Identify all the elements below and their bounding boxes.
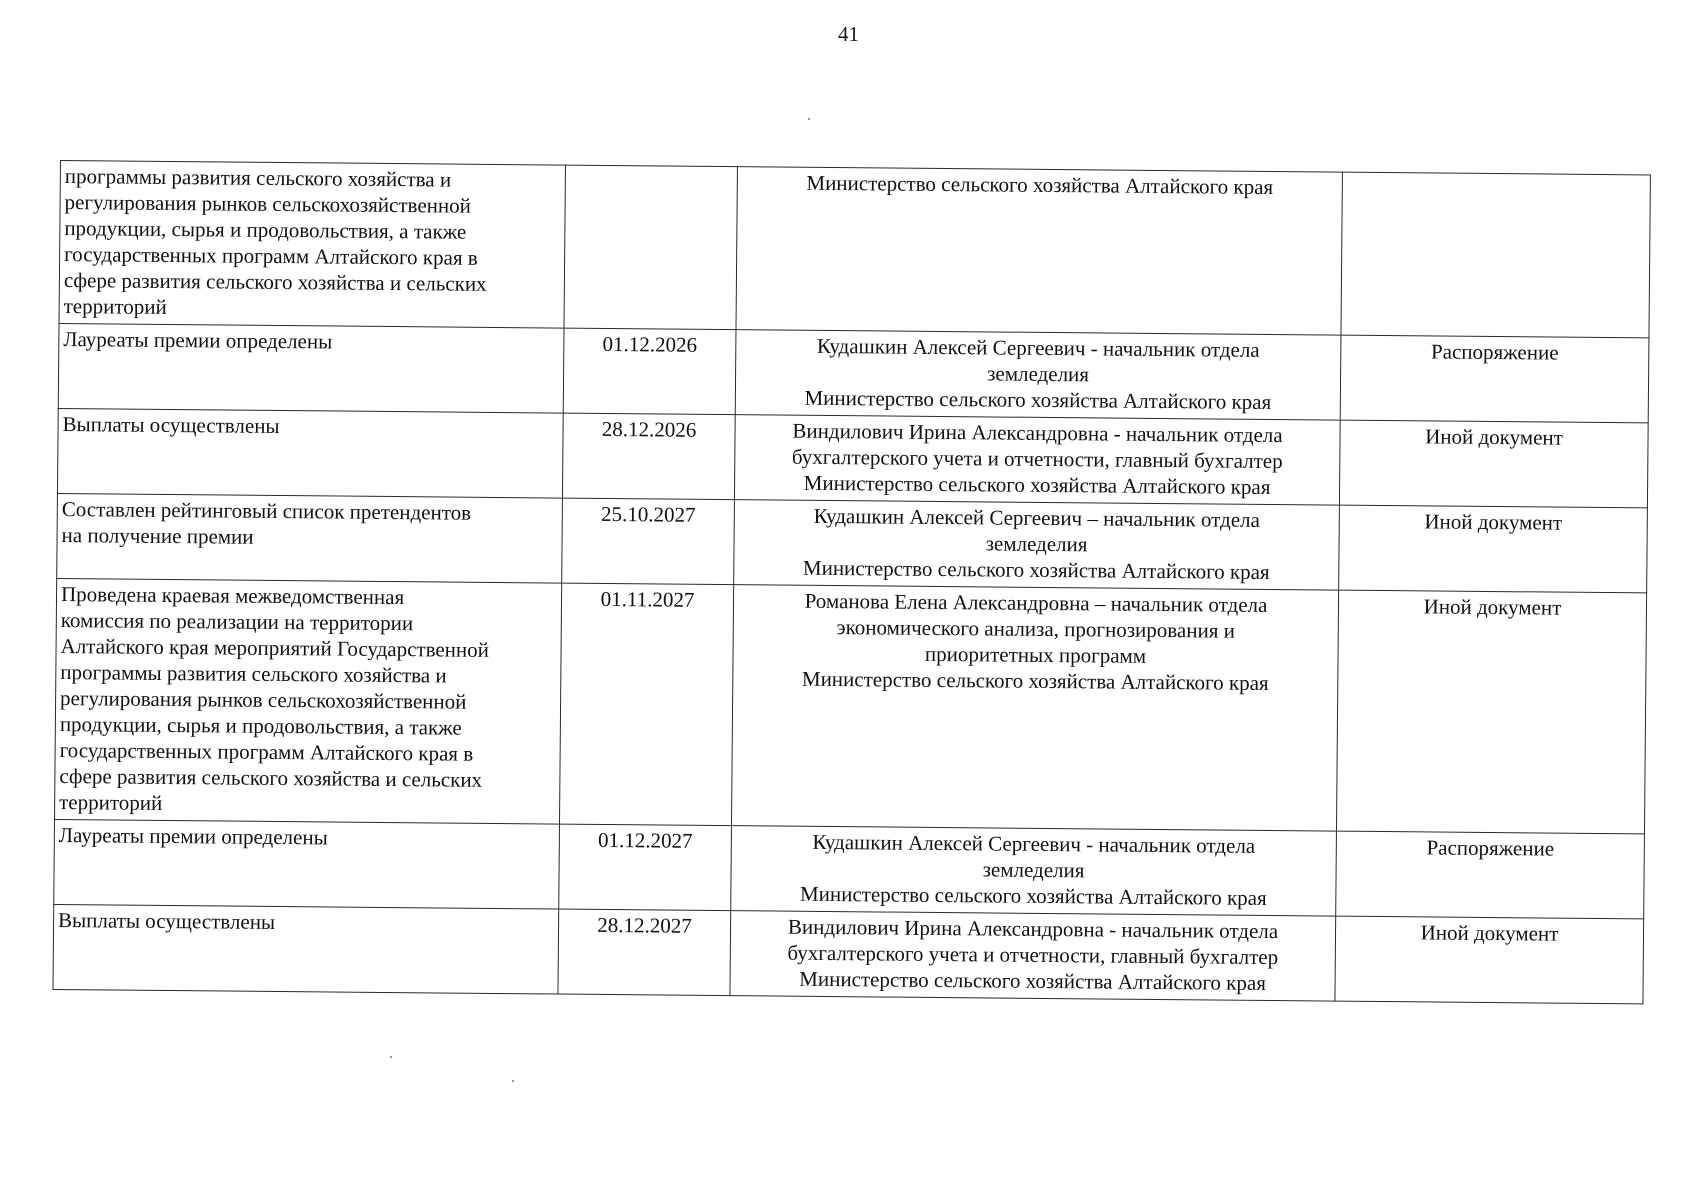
responsible-text-line: Министерство сельского хозяйства Алтайского края — [806, 170, 1274, 200]
responsible-cell — [730, 911, 1336, 1001]
event-cell — [59, 161, 565, 329]
date-cell — [558, 909, 731, 996]
table-row — [55, 578, 1647, 833]
responsible-cell — [736, 167, 1342, 335]
responsible-cell — [731, 826, 1337, 916]
document-type-cell — [1339, 505, 1648, 593]
event-text-line: регулирования рынков сельскохозяйственной — [60, 686, 467, 714]
document-type-cell — [1336, 831, 1645, 919]
responsible-text-line: Министерство сельского хозяйства Алтайского края — [803, 470, 1271, 499]
event-text-line: регулирования рынков сельскохозяйственной — [64, 190, 472, 218]
responsible-text-line: Кудашкин Алексей Сергеевич - начальник отдела — [816, 333, 1260, 362]
document-type-cell — [1341, 172, 1650, 338]
event-text-line: продукции, сырья и продовольствия, а также — [59, 712, 462, 740]
event-cell — [53, 904, 559, 994]
responsible-text-line: Министерство сельского хозяйства Алтайского края — [804, 385, 1272, 415]
due-date: 01.11.2027 — [600, 586, 695, 612]
document-type-cell — [1339, 420, 1648, 508]
date-cell — [559, 824, 732, 911]
document-type: Иной документ — [1425, 424, 1564, 450]
responsible-text-line: земледелия — [982, 857, 1085, 883]
event-text-line: сфере развития сельского хозяйства и сельских — [63, 268, 487, 296]
event-text-line: программы развития сельского хозяйства и — [60, 660, 447, 688]
document-type-cell — [1336, 590, 1646, 834]
due-date: 25.10.2027 — [600, 501, 696, 527]
document-type-cell — [1340, 335, 1649, 423]
scan-speck — [512, 1080, 514, 1082]
due-date: 28.12.2026 — [601, 416, 697, 442]
schedule-table-body — [53, 161, 1650, 1004]
due-date: 01.12.2026 — [602, 331, 698, 357]
event-text-line: государственных программ Алтайского края в — [64, 242, 478, 270]
scan-speck — [808, 118, 810, 120]
responsible-cell — [735, 330, 1341, 420]
document-type-cell — [1335, 916, 1644, 1004]
responsible-cell — [734, 500, 1340, 590]
table-row — [57, 408, 1648, 507]
date-cell — [562, 498, 735, 585]
table-row — [59, 161, 1650, 338]
responsible-text-line: Виндилович Ирина Александровна - начальник отдела — [792, 418, 1283, 448]
document-type: Иной документ — [1423, 594, 1562, 620]
page-number: 41 — [838, 22, 859, 46]
responsible-text-line: приоритетных программ — [924, 641, 1147, 668]
schedule-table — [52, 160, 1650, 1004]
event-text-line: Составлен рейтинговый список претендентов — [61, 497, 472, 525]
responsible-text-line: Министерство сельского хозяйства Алтайского края — [801, 666, 1269, 695]
event-text-line: программы развития сельского хозяйства и — [64, 164, 452, 192]
responsible-text-line: Кудашкин Алексей Сергеевич – начальник отдела — [813, 503, 1261, 532]
event-cell — [58, 323, 564, 413]
event-cell — [55, 578, 562, 824]
responsible-text-line: Министерство сельского хозяйства Алтайского края — [799, 881, 1267, 910]
event-text-line: сфере развития сельского хозяйства и сельских — [59, 764, 483, 792]
event-text-line: продукции, сырья и продовольствия, а также — [64, 216, 467, 244]
table-row — [53, 904, 1644, 1003]
event-text-line: Выплаты осуществлены — [57, 908, 276, 934]
due-date: 01.12.2027 — [597, 827, 693, 853]
responsible-text-line: земледелия — [987, 361, 1090, 387]
responsible-text-line: бухгалтерского учета и отчетности, главный бухгалтер — [791, 444, 1283, 474]
responsible-text-line: Романова Елена Александровна – начальник отдела — [804, 588, 1268, 617]
table-row — [57, 493, 1648, 592]
document-type: Иной документ — [1424, 509, 1563, 535]
responsible-text-line: Министерство сельского хозяйства Алтайского края — [802, 555, 1270, 584]
responsible-text-line: земледелия — [985, 531, 1088, 557]
table-row — [54, 819, 1645, 918]
document-type: Распоряжение — [1426, 835, 1555, 861]
document-type: Иной документ — [1420, 920, 1559, 946]
scan-speck — [390, 1056, 392, 1058]
event-text-line: территорий — [59, 790, 163, 815]
responsible-text-line: Виндилович Ирина Александровна - начальник отдела — [787, 914, 1279, 944]
event-text-line: Проведена краевая межведомственная — [60, 582, 405, 610]
event-text-line: территорий — [63, 294, 167, 319]
schedule-table-wrapper — [52, 160, 1649, 1004]
event-cell — [54, 819, 560, 909]
event-text-line: Выплаты осуществлены — [62, 412, 280, 439]
responsible-cell — [734, 415, 1340, 505]
date-cell — [562, 413, 735, 500]
document-type: Распоряжение — [1430, 339, 1559, 365]
date-cell — [564, 165, 737, 330]
event-text-line: Алтайского края мероприятий Государственной — [60, 634, 490, 662]
event-text-line: на получение премии — [61, 523, 254, 549]
responsible-text-line: бухгалтерского учета и отчетности, главный бухгалтер — [787, 940, 1279, 970]
event-cell — [57, 493, 563, 583]
due-date: 28.12.2027 — [597, 912, 692, 938]
event-text-line: Лауреаты премии определены — [58, 823, 328, 850]
responsible-text-line: Кудашкин Алексей Сергеевич - начальник отдела — [812, 829, 1256, 858]
table-row — [58, 323, 1649, 422]
event-text-line: государственных программ Алтайского края в — [59, 738, 474, 766]
date-cell — [559, 583, 733, 826]
event-text-line: комиссия по реализации на территории — [60, 608, 414, 636]
date-cell — [563, 328, 736, 415]
event-cell — [57, 408, 563, 498]
responsible-cell — [731, 585, 1338, 831]
responsible-text-line: Министерство сельского хозяйства Алтайского края — [799, 966, 1267, 995]
event-text-line: Лауреаты премии определены — [63, 327, 333, 354]
responsible-text-line: экономического анализа, прогнозирования и — [836, 615, 1236, 643]
